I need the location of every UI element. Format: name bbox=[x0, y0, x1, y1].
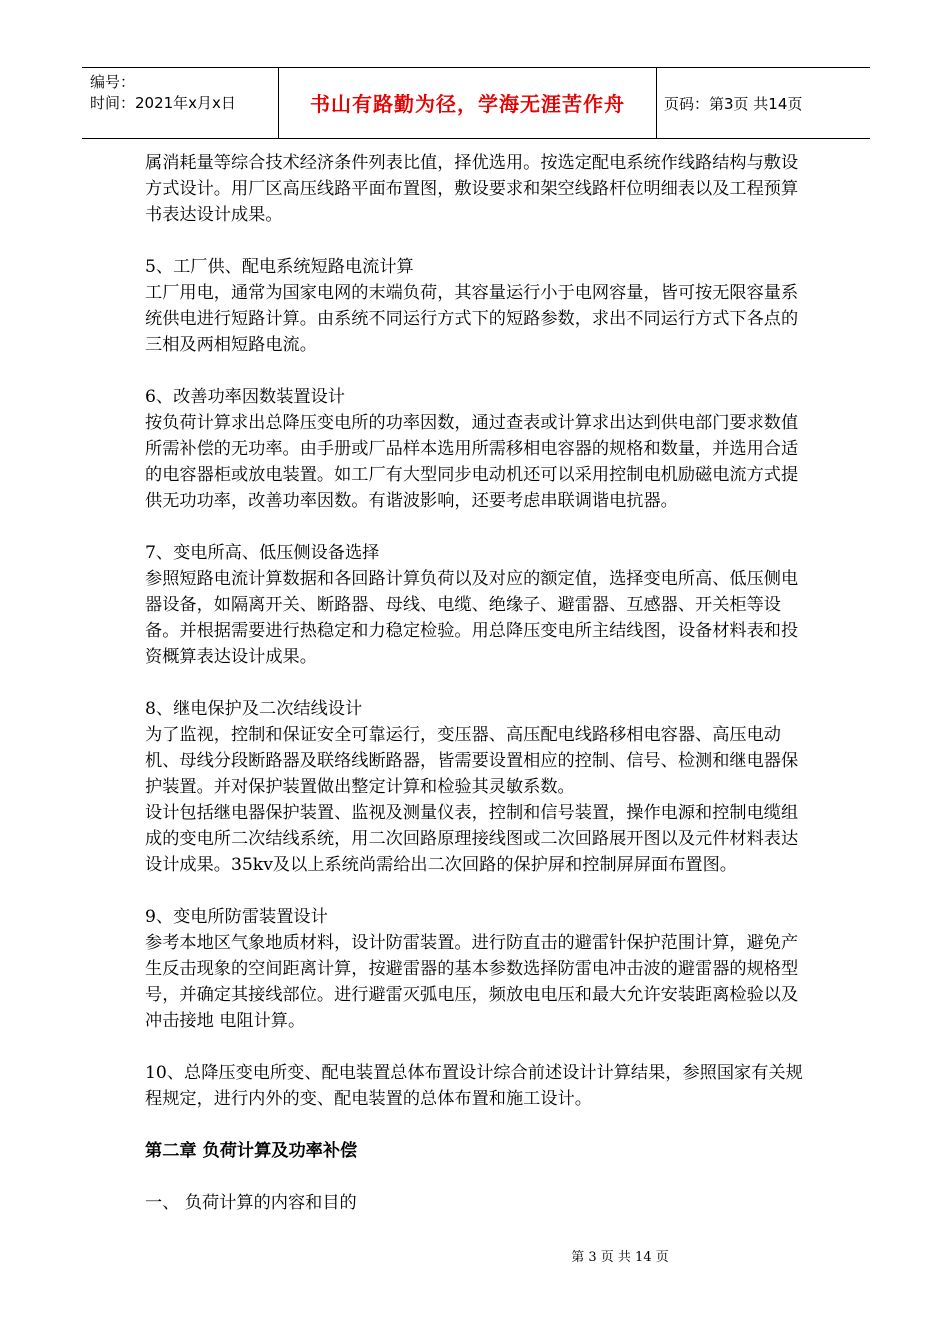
paragraph: 参照短路电流计算数据和各回路计算负荷以及对应的额定值，选择变电所高、低压侧电器设备，如隔离开关、断路器、母线、电缆、绝缘子、避雷器、互感器、开关柜等设备。并根据需要进行热稳定和力稳定检验。用总降压变电所主结线图，设备材料表和投资概算表达设计成果。 bbox=[145, 569, 799, 667]
page-header bbox=[82, 67, 870, 139]
section-heading: 5、工厂供、配电系统短路电流计算 bbox=[145, 257, 414, 277]
section-heading: 7、变电所高、低压侧设备选择 bbox=[145, 543, 380, 563]
paragraph: 设计包括继电器保护装置、监视及测量仪表，控制和信号装置，操作电源和控制电缆组成的变电所二次结线系统，用二次回路原理接线图或二次回路展开图以及元件材料表达设计成果。35kv及以上系统尚需给出二次回路的保护屏和控制屏屏面布置图。 bbox=[145, 803, 799, 875]
paragraph: 按负荷计算求出总降压变电所的功率因数，通过查表或计算求出达到供电部门要求数值所需补偿的无功率。由手册或厂品样本选用所需移相电容器的规格和数量，并选用合适的电容器柜或放电装置。如工厂有大型同步电动机还可以采用控制电机励磁电流方式提供无功功率，改善功率因数。有谐波影响，还要考虑串联调谐电抗器。 bbox=[145, 413, 799, 511]
header-motto: 书山有路勤为径，学海无涯苦作舟 bbox=[310, 92, 625, 116]
page-footer: 第 3 页 共 14 页 bbox=[571, 1250, 669, 1265]
section-heading: 8、继电保护及二次结线设计 bbox=[145, 699, 363, 719]
section-heading: 一、 负荷计算的内容和目的 bbox=[145, 1193, 357, 1213]
paragraph: 10、总降压变电所变、配电装置总体布置设计综合前述设计计算结果，参照国家有关规程规定，进行内外的变、配电装置的总体布置和施工设计。 bbox=[145, 1063, 803, 1109]
paragraph: 参考本地区气象地质材料，设计防雷装置。进行防直击的避雷针保护范围计算，避免产生反击现象的空间距离计算，按避雷器的基本参数选择防雷电冲击波的避雷器的规格型号，并确定其接线部位。进行避雷灭弧电压，频放电电压和最大允许安装距离检验以及冲击接地 电阻计算。 bbox=[145, 933, 799, 1031]
section-heading: 9、变电所防雷装置设计 bbox=[145, 907, 328, 927]
paragraph: 为了监视，控制和保证安全可靠运行，变压器、高压配电线路移相电容器、高压电动机、母线分段断路器及联络线断路器，皆需要设置相应的控制、信号、检测和继电器保护装置。并对保护装置做出整定计算和检验其灵敏系数。 bbox=[145, 725, 799, 797]
serial-label: 编号： bbox=[90, 73, 136, 91]
paragraph: 工厂用电，通常为国家电网的末端负荷，其容量运行小于电网容量，皆可按无限容量系统供电进行短路计算。由系统不同运行方式下的短路参数，求出不同运行方式下各点的三相及两相短路电流。 bbox=[145, 283, 799, 355]
chapter-heading: 第二章 负荷计算及功率补偿 bbox=[145, 1141, 358, 1161]
header-page-number: 页码：第3页 共14页 bbox=[664, 95, 803, 113]
paragraph: 属消耗量等综合技术经济条件列表比值，择优选用。按选定配电系统作线路结构与敷设方式设计。用厂区高压线路平面布置图，敷设要求和架空线路杆位明细表以及工程预算书表达设计成果。 bbox=[145, 153, 799, 225]
header-divider bbox=[656, 68, 657, 138]
section-heading: 6、改善功率因数装置设计 bbox=[145, 387, 345, 407]
header-meta bbox=[90, 72, 236, 114]
document-body bbox=[145, 150, 805, 1216]
time-label: 时间：2021年x月x日 bbox=[90, 94, 236, 112]
